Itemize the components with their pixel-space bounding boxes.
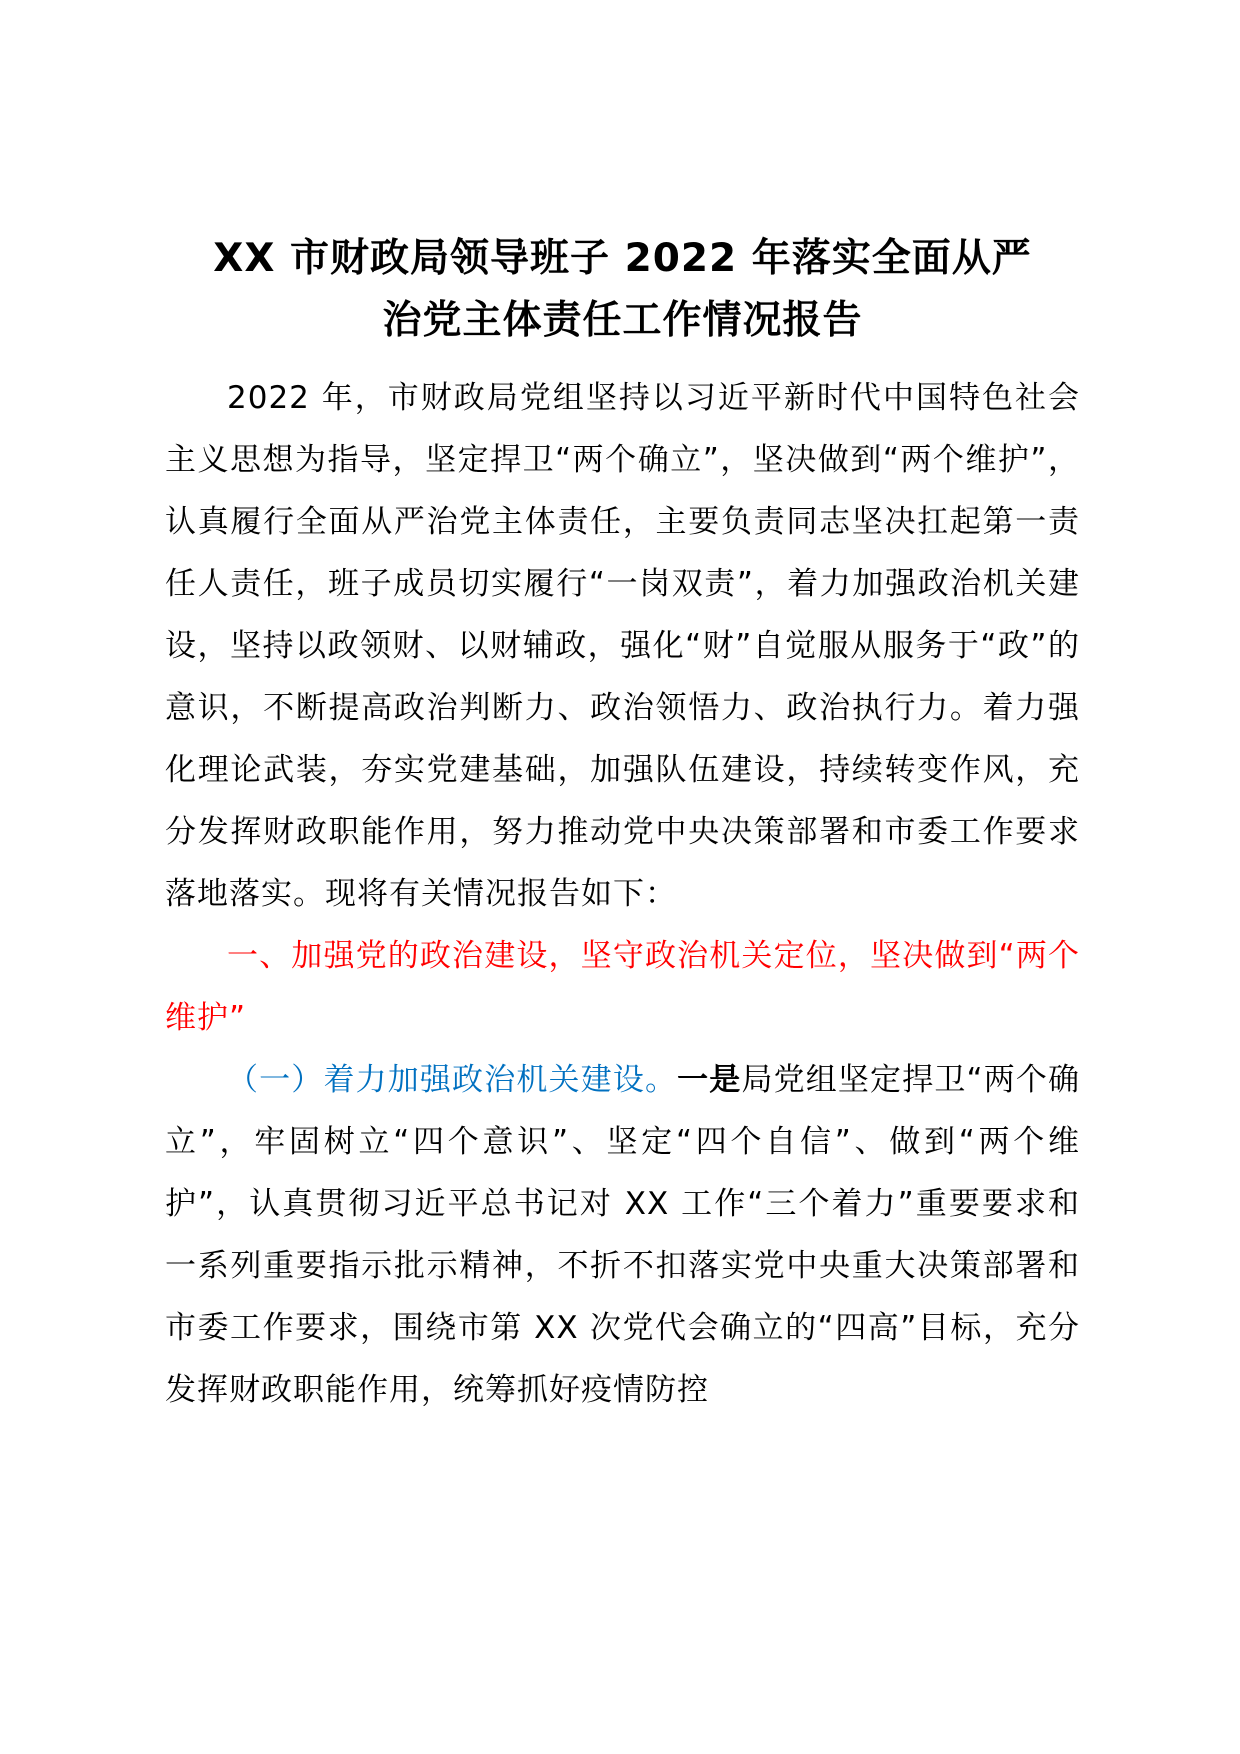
title-line-2: 治党主体责任工作情况报告: [382, 298, 863, 343]
subsection-1-lead: 一是: [677, 1062, 742, 1098]
subsection-1-paragraph: [165, 1049, 1080, 1421]
section-1-heading: 一、加强党的政治建设，坚守政治机关定位，坚决做到“两个维护”: [165, 938, 1080, 1036]
document-title: [165, 228, 1080, 352]
subsection-1-heading: （一）着力加强政治机关建设。: [227, 1062, 678, 1098]
title-line-1: XX 市财政局领导班子 2022 年落实全面从严: [213, 236, 1032, 281]
document-page: [165, 228, 1080, 1421]
intro-paragraph: 2022 年，市财政局党组坚持以习近平新时代中国特色社会主义思想为指导，坚定捍卫“两个确立”，坚决做到“两个维护”，认真履行全面从严治党主体责任，主要负责同志坚决扛起第一责任人责任，班子成员切实履行“一岗双责”，着力加强政治机关建设，坚持以政领财、以财辅政，强化“财”自觉服从服务于“政”的意识，不断提高政治判断力、政治领悟力、政治执行力。着力强化理论武装，夯实党建基础，加强队伍建设，持续转变作风，充分发挥财政职能作用，努力推动党中央决策部署和市委工作要求落地落实。现将有关情况报告如下：: [165, 380, 1080, 912]
subsection-1-body: 局党组坚定捍卫“两个确立”，牢固树立“四个意识”、坚定“四个自信”、做到“两个维护”，认真贯彻习近平总书记对 XX 工作“三个着力”重要要求和一系列重要指示批示精神，不折不扣落实党中央重大决策部署和市委工作要求，围绕市第 XX 次党代会确立的“四高”目标，充分发挥财政职能作用，统筹抓好疫情防控: [165, 1062, 1081, 1408]
